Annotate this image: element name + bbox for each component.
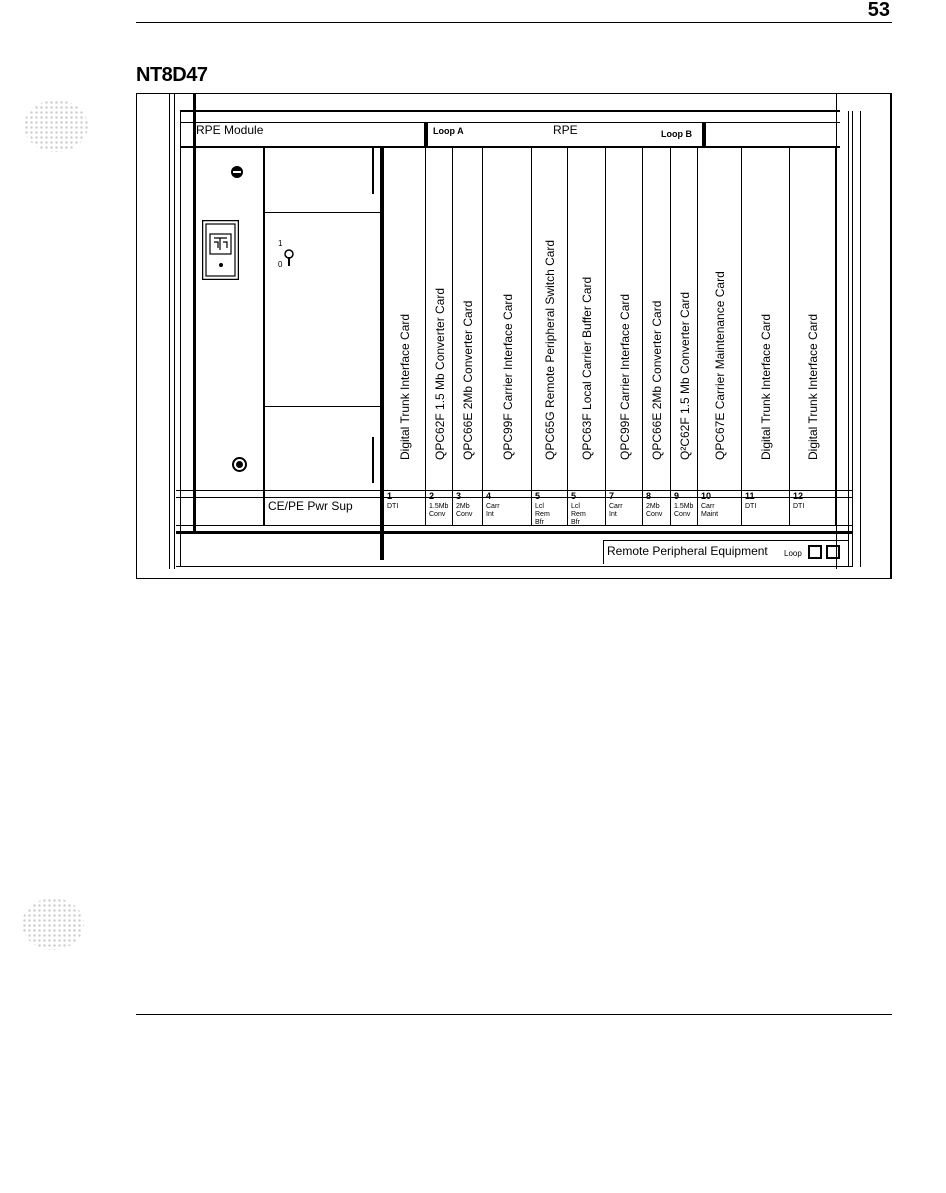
switch-on-label: 1 bbox=[278, 239, 283, 248]
loop-indicator-box bbox=[826, 545, 840, 559]
document-title: NT8D47 bbox=[136, 64, 208, 86]
module-footer-rule bbox=[176, 566, 852, 567]
slot-number: 9 bbox=[674, 491, 680, 501]
slot-short-label: 2Mb bbox=[646, 503, 660, 510]
chassis-edge bbox=[848, 111, 849, 567]
module-header-label: RPE Module bbox=[196, 123, 264, 137]
slot-number: 7 bbox=[609, 491, 615, 501]
slot-short-label: Bfr bbox=[535, 519, 544, 526]
card-label: QPC63F Local Carrier Buffer Card bbox=[580, 276, 594, 460]
slot-short-label: Conv bbox=[674, 511, 691, 518]
slot-short-label: 1.5Mb bbox=[429, 503, 449, 510]
slot-number: 5 bbox=[571, 491, 577, 501]
power-supply-divider bbox=[265, 212, 382, 213]
card-label: QPC66E 2Mb Converter Card bbox=[650, 300, 664, 460]
slot-short-label: Conv bbox=[456, 511, 473, 518]
card-label: Q²C62F 1.5 Mb Converter Card bbox=[677, 291, 692, 460]
card-label: QPC62F 1.5 Mb Converter Card bbox=[432, 287, 447, 460]
footer-loop-label: Loop bbox=[784, 549, 802, 558]
slot-number: 5 bbox=[535, 491, 541, 501]
slot-short-label: Int bbox=[486, 511, 494, 518]
slot-short-label: DTI bbox=[387, 503, 399, 510]
slot-short-label: Conv bbox=[429, 511, 446, 518]
card-label: QPC99F Carrier Interface Card bbox=[617, 293, 632, 460]
power-switch-icon[interactable] bbox=[284, 249, 294, 267]
power-supply-slot bbox=[265, 148, 382, 526]
header-divider bbox=[702, 122, 706, 148]
top-rule bbox=[136, 22, 892, 23]
slot-short-label: Lcl bbox=[571, 503, 580, 510]
slot-short-label: Lcl bbox=[535, 503, 544, 510]
power-supply-divider bbox=[265, 406, 382, 407]
slot-short-label: Conv bbox=[646, 511, 663, 518]
loop-b-label: Loop B bbox=[661, 129, 692, 139]
page-number: 53 bbox=[867, 0, 890, 21]
slot-number: 1 bbox=[387, 491, 393, 501]
card-label: QPC65G Remote Peripheral Switch Card bbox=[543, 239, 557, 460]
power-supply-latch bbox=[372, 148, 374, 194]
power-supply-latch bbox=[372, 437, 374, 483]
slot-short-label: DTI bbox=[745, 503, 757, 510]
card-label: Digital Trunk Interface Card bbox=[398, 313, 412, 460]
slot-short-label: 2Mb bbox=[456, 503, 470, 510]
chassis-edge bbox=[169, 93, 170, 569]
screw-icon bbox=[232, 457, 247, 472]
module-header-bar bbox=[180, 122, 840, 148]
chassis-edge bbox=[852, 111, 853, 567]
screw-icon bbox=[230, 165, 244, 179]
rpe-label: RPE bbox=[553, 123, 578, 137]
slot-short-label: 1.5Mb bbox=[674, 503, 694, 510]
power-supply-panel bbox=[196, 148, 265, 526]
switch-off-label: 0 bbox=[278, 260, 283, 269]
slot-short-label: Int bbox=[609, 511, 617, 518]
module-header-bar bbox=[180, 110, 840, 112]
slot-number: 8 bbox=[646, 491, 652, 501]
slot-short-label: Carr bbox=[486, 503, 500, 510]
scan-speck bbox=[24, 100, 88, 152]
loop-indicator-box bbox=[808, 545, 822, 559]
slot-short-label: Carr bbox=[701, 503, 715, 510]
slot-number: 11 bbox=[745, 491, 755, 501]
card-label: QPC66E 2Mb Converter Card bbox=[461, 300, 475, 460]
slot-number: 10 bbox=[701, 491, 712, 501]
slot-short-label: Carr bbox=[609, 503, 623, 510]
slot-number: 12 bbox=[793, 491, 804, 501]
circuit-breaker-icon bbox=[202, 220, 239, 280]
slot-number: 4 bbox=[486, 491, 492, 501]
slot-label-row-bottom bbox=[176, 531, 852, 534]
bottom-rule bbox=[136, 1014, 892, 1015]
slot-short-label: Bfr bbox=[571, 519, 580, 526]
chassis-edge bbox=[174, 93, 175, 569]
card-label: QPC99F Carrier Interface Card bbox=[500, 293, 515, 460]
power-supply-label: CE/PE Pwr Sup bbox=[268, 499, 353, 513]
slot-short-label: Rem bbox=[571, 511, 586, 518]
chassis-edge bbox=[860, 111, 861, 567]
loop-a-label: Loop A bbox=[433, 126, 464, 136]
header-divider bbox=[424, 122, 428, 148]
scan-speck bbox=[22, 898, 84, 950]
card-label: Digital Trunk Interface Card bbox=[759, 313, 773, 460]
card-label: QPC67E Carrier Maintenance Card bbox=[713, 271, 727, 460]
slot-short-label: Rem bbox=[535, 511, 550, 518]
rpe-module-diagram bbox=[136, 93, 892, 580]
chassis-edge bbox=[180, 111, 181, 567]
slot-short-label: Maint bbox=[701, 511, 719, 518]
slot-short-label: DTI bbox=[793, 503, 805, 510]
slot-number: 3 bbox=[456, 491, 462, 501]
footer-label: Remote Peripheral Equipment bbox=[607, 544, 768, 558]
slot-number: 2 bbox=[429, 491, 435, 501]
card-label: Digital Trunk Interface Card bbox=[806, 313, 820, 460]
